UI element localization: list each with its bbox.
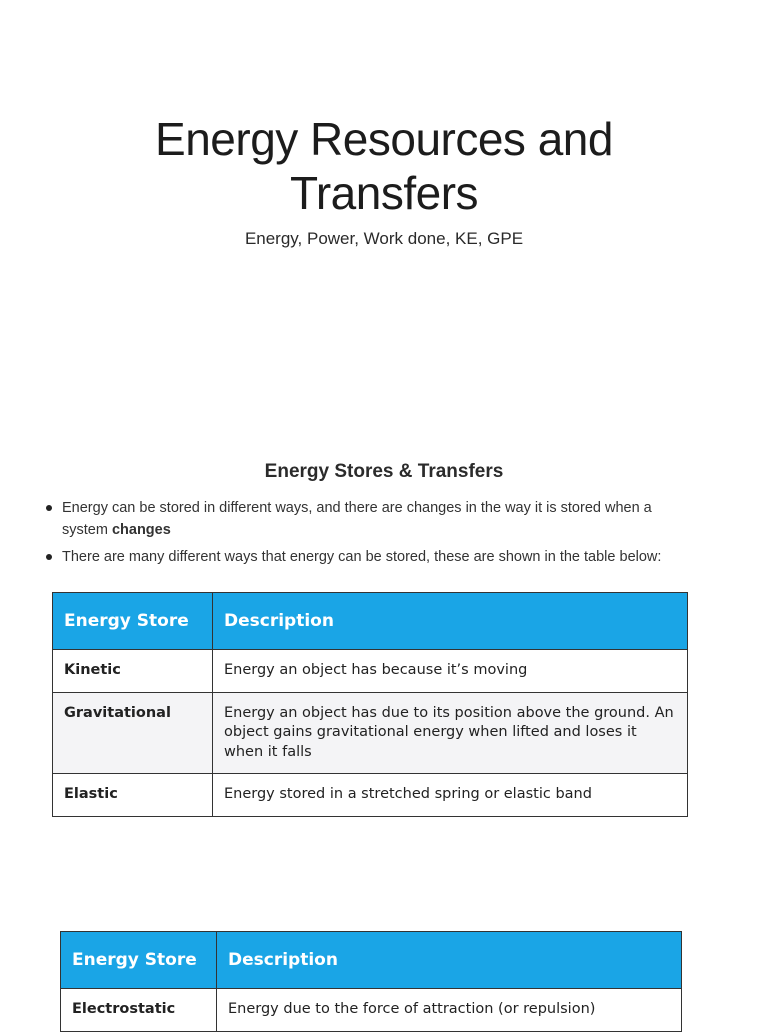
- energy-stores-table: [52, 592, 688, 817]
- table-row: [53, 692, 688, 774]
- column-header-energy-store: Energy Store: [61, 932, 217, 989]
- table-header-row: [61, 932, 682, 989]
- energy-store-cell: Kinetic: [53, 650, 213, 693]
- energy-store-cell: Elastic: [53, 774, 213, 817]
- bullet-dot-icon: [46, 505, 52, 511]
- description-cell: Energy an object has because it’s moving: [213, 650, 688, 693]
- description-cell: Energy an object has due to its position above the ground. An object gains gravitational energy when lifted and loses it when it falls: [213, 692, 688, 774]
- column-header-description: Description: [213, 593, 688, 650]
- table-row: [61, 989, 682, 1032]
- bullet-item: [44, 546, 694, 568]
- page-title-line-1: Energy Resources and: [155, 113, 613, 165]
- column-header-description: Description: [217, 932, 682, 989]
- column-header-energy-store: Energy Store: [53, 593, 213, 650]
- bullet-text: There are many different ways that energy can be stored, these are shown in the table below:: [62, 549, 662, 565]
- bullet-list: [44, 497, 694, 573]
- page-subtitle: Energy, Power, Work done, KE, GPE: [244, 229, 524, 248]
- bullet-dot-icon: [46, 554, 52, 560]
- table-row: [53, 650, 688, 693]
- bullet-text: Energy can be stored in different ways, and there are changes in the way it is stored when a system: [62, 500, 652, 538]
- energy-store-cell: Electrostatic: [61, 989, 217, 1032]
- energy-store-cell: Gravitational: [53, 692, 213, 774]
- page-title-line-2: Transfers: [289, 167, 479, 219]
- page-title: [0, 112, 768, 220]
- description-cell: Energy stored in a stretched spring or elastic band: [213, 774, 688, 817]
- table-row: [53, 774, 688, 817]
- table-header-row: [53, 593, 688, 650]
- bullet-bold-text: changes: [111, 522, 171, 538]
- description-cell: Energy due to the force of attraction (or repulsion): [217, 989, 682, 1032]
- energy-stores-table-continued: [60, 931, 682, 1032]
- section-title: Energy Stores & Transfers: [264, 461, 504, 482]
- bullet-item: [44, 497, 694, 541]
